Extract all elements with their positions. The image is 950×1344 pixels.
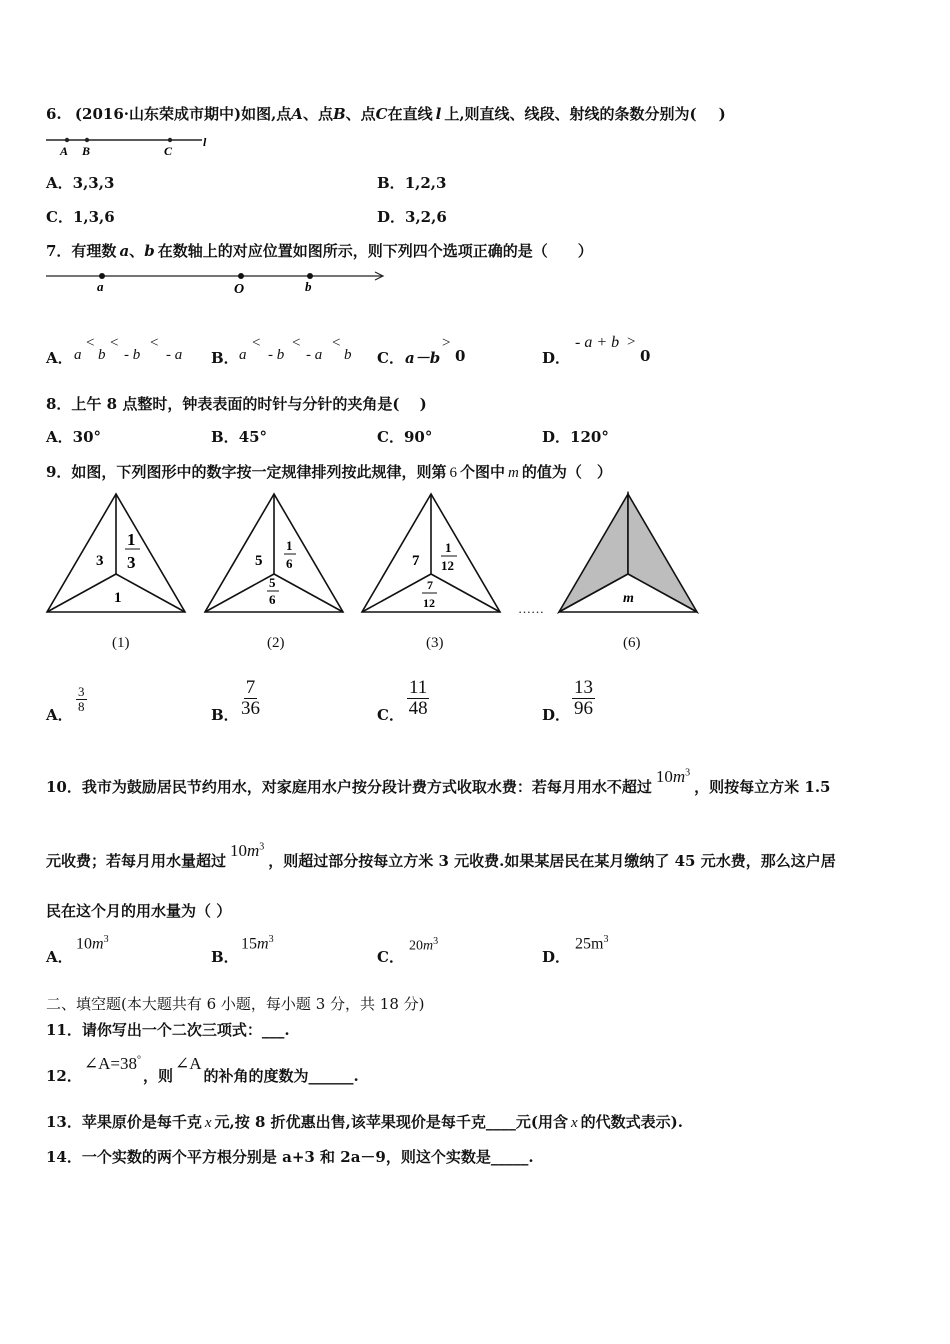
q7-option-a-label[interactable]: A． (46, 349, 73, 367)
q10-line-2: 元收费；若每月用水量超过$10m^3$，则超过部分按每立方米 3 元收费.如果某居民在某月缴纳了 45 元水费，那么这户居 (46, 841, 836, 870)
q9-stem: 9．如图，下列图形中的数字按一定规律排列按此规律，则第 6 个图中 m 的值为（ ） (46, 463, 612, 481)
fig3-bottom-denominator: 12 (423, 596, 435, 610)
q9-caption-2: (2) (267, 635, 285, 651)
q10-option-b-value: $15m^3$ (241, 934, 274, 953)
q7-option-b-t4: b (344, 347, 352, 363)
q7-option-b-label[interactable]: B． (211, 349, 239, 367)
section-2-heading: 二、填空题(本大题共有 6 小题，每小题 3 分，共 18 分) (46, 995, 425, 1013)
q7-option-a-rel3: < (150, 335, 159, 351)
q9-option-c-label[interactable]: C． (377, 706, 404, 724)
fig3-left-value: 7 (412, 553, 420, 569)
fig2-bottom-denominator: 6 (269, 592, 276, 607)
fig2-right-denominator: 6 (286, 556, 293, 571)
q9-option-a-label[interactable]: A． (46, 706, 73, 724)
q10-line-3: 民在这个月的用水量为（ ） (46, 902, 232, 920)
point-c-label: C (164, 144, 173, 158)
q11-stem: 11．请你写出一个二次三项式：___. (46, 1021, 290, 1039)
point-b-label: B (82, 144, 91, 158)
q8-option-d[interactable]: D．120° (542, 428, 609, 446)
q10-option-c-value: $20m^3$ (409, 936, 439, 954)
q7-option-c-expr: a－b (405, 349, 441, 367)
q7-option-a-t1: a (74, 347, 82, 363)
line-l-figure (44, 132, 214, 160)
fig3-right-numerator: 1 (445, 540, 452, 555)
fig6-bottom-value: m (623, 591, 634, 606)
q7-option-b-rel3: < (332, 335, 341, 351)
q7-option-d-label[interactable]: D． (542, 349, 571, 367)
q10-option-a-label[interactable]: A． (46, 948, 73, 966)
q6-stem: 6. (2016·山东荣成市期中)如图,点A、点B、点C在直线 l 上,则直线、线段、射线的条数分别为( ) (46, 105, 726, 123)
q10-option-d-label[interactable]: D． (542, 948, 571, 966)
q7-option-c-rel: > (442, 335, 451, 351)
q9-figure-3 (359, 490, 505, 618)
q7-option-d-rhs: 0 (640, 347, 651, 365)
q7-option-a-t3: - b (124, 347, 141, 363)
line-l-label: l (203, 135, 207, 149)
fig2-left-value: 5 (255, 553, 263, 569)
q9-option-c-value: $\frac{11}{48}$ (408, 677, 428, 719)
point-a-label: A (60, 144, 69, 158)
fig3-bottom-numerator: 7 (427, 578, 433, 592)
q8-option-a[interactable]: A．30° (46, 428, 102, 446)
q7-option-b-rel2: < (292, 335, 301, 351)
q7-option-a-rel1: < (86, 335, 95, 351)
q14-stem: 14．一个实数的两个平方根分别是 a+3 和 2a－9，则这个实数是_____. (46, 1148, 534, 1166)
origin-label: O (234, 282, 245, 296)
q10-option-d-value: $25m^3$ (575, 934, 609, 953)
q10-option-c-label[interactable]: C． (377, 948, 404, 966)
q9-figure-2 (202, 490, 348, 618)
q9-caption-6: (6) (623, 635, 641, 651)
fig1-right-denominator: 3 (127, 553, 136, 572)
point-a-label: a (97, 279, 104, 294)
fig1-bottom-value: 1 (114, 590, 122, 606)
q9-option-b-value: $\frac{7}{36}$ (241, 677, 260, 719)
q9-figure-6 (556, 490, 702, 618)
fig3-right-denominator: 12 (441, 558, 454, 573)
q6-option-b[interactable]: B．1,2,3 (377, 174, 447, 192)
q10-option-a-value: $10m^3$ (76, 934, 109, 953)
q7-option-b-t2: - b (268, 347, 285, 363)
q9-caption-1: (1) (112, 635, 130, 651)
q8-stem: 8．上午 8 点整时，钟表表面的时针与分针的夹角是( ) (46, 395, 427, 413)
q9-option-d-value: $\frac{13}{96}$ (574, 677, 593, 719)
q9-option-b-label[interactable]: B． (211, 706, 239, 724)
q9-figure-1 (44, 490, 190, 618)
q7-option-d-expr: - a + b (575, 334, 620, 351)
number-line-figure (44, 266, 389, 296)
q6-option-c[interactable]: C．1,3,6 (46, 208, 115, 226)
q7-option-a-t2: b (98, 347, 106, 363)
q7-option-b-rel1: < (252, 335, 261, 351)
q8-option-c[interactable]: C．90° (377, 428, 433, 446)
q7-option-b-t3: - a (306, 347, 323, 363)
q7-option-d-rel: > (627, 334, 636, 350)
q9-caption-3: (3) (426, 635, 444, 651)
fig2-bottom-numerator: 5 (269, 575, 276, 590)
q9-ellipsis: …… (518, 601, 544, 616)
q10-line-1: 10．我市为鼓励居民节约用水，对家庭用水户按分段计费方式收取水费：若每月用水不超过$10m^3$，则按每立方米 1.5 (46, 767, 831, 796)
q13-stem: 13．苹果原价是每千克 x 元,按 8 折优惠出售,该苹果现价是每千克____元(用含 x 的代数式表示). (46, 1113, 683, 1131)
q7-option-c-rhs: 0 (455, 347, 466, 365)
point-b-label: b (305, 279, 312, 294)
q6-option-a[interactable]: A．3,3,3 (46, 174, 115, 192)
q7-option-b-t1: a (239, 347, 247, 363)
fig2-right-numerator: 1 (286, 538, 293, 553)
q12-stem: 12．∠A=38°，则∠A的补角的度数为______. (46, 1054, 359, 1085)
q7-stem: 7．有理数 a、b 在数轴上的对应位置如图所示，则下列四个选项正确的是（ ） (46, 242, 593, 260)
q9-option-d-label[interactable]: D． (542, 706, 571, 724)
q10-option-b-label[interactable]: B． (211, 948, 239, 966)
q8-option-b[interactable]: B．45° (211, 428, 268, 446)
q7-option-a-t4: - a (166, 347, 183, 363)
q7-option-c-label[interactable]: C． (377, 349, 404, 367)
q9-option-a-value: $\frac{3}{8}$ (78, 684, 85, 714)
fig1-left-value: 3 (96, 553, 104, 569)
q6-option-d[interactable]: D．3,2,6 (377, 208, 447, 226)
q7-option-a-rel2: < (110, 335, 119, 351)
fig1-right-numerator: 1 (127, 530, 136, 549)
